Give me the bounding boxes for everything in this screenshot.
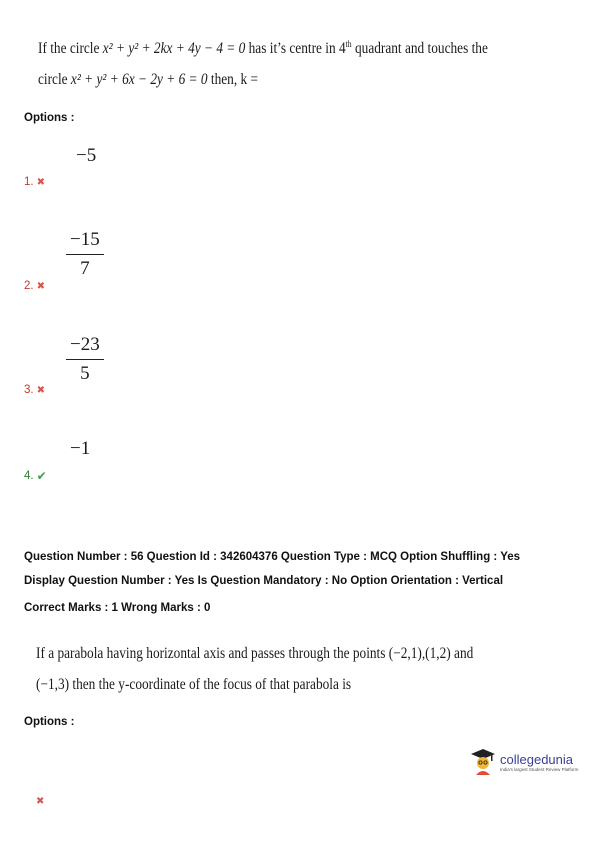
option-2-fraction	[66, 229, 104, 280]
cross-icon: ✖	[36, 796, 45, 807]
option-1-value: −5	[76, 145, 97, 166]
option-2-denominator: 7	[80, 258, 90, 279]
option-2-marker[interactable]	[24, 280, 45, 292]
q1-line1-prefix: If the circle	[38, 40, 103, 57]
question-2-line-1	[36, 638, 473, 669]
metadata-line-3: Correct Marks : 1 Wrong Marks : 0	[24, 602, 211, 614]
logo-tagline: India's largest Student Review Platform	[500, 766, 579, 772]
cross-icon: ✖	[36, 280, 45, 292]
q1-line2-prefix: circle	[38, 71, 71, 88]
option-4-value: −1	[70, 438, 91, 459]
option-3-marker[interactable]	[24, 384, 45, 396]
option-1-number: 1.	[24, 176, 34, 188]
option-3-fraction	[66, 334, 104, 385]
option-4-number: 4.	[24, 470, 34, 482]
options-label-2: Options :	[24, 716, 75, 728]
question-2-text	[36, 638, 473, 700]
question-1-line-1	[38, 33, 488, 64]
option-next-marker[interactable]	[36, 796, 44, 807]
option-3-numerator: −23	[66, 334, 104, 360]
q2-point-3: (−1,3)	[36, 676, 70, 693]
options-label: Options :	[24, 112, 75, 124]
option-3-value	[66, 334, 104, 385]
graduate-icon	[470, 748, 496, 776]
q1-line1-suffix: quadrant and touches the	[351, 40, 488, 57]
metadata-line-1: Question Number : 56 Question Id : 342604376 Question Type : MCQ Option Shuffling : Yes	[24, 551, 521, 563]
q2-line2-suffix: then the y-coordinate of the focus of that parabola is	[69, 676, 352, 693]
q2-line1-prefix: If a parabola having horizontal axis and passes through the points	[36, 645, 389, 662]
collegedunia-logo	[470, 748, 578, 776]
option-2-numerator: −15	[66, 229, 104, 255]
q2-points: (−2,1),(1,2)	[388, 645, 451, 662]
q1-equation-1: x² + y² + 2kx + 4y − 4 = 0	[102, 40, 246, 57]
cross-icon: ✖	[36, 384, 45, 396]
metadata-line-2: Display Question Number : Yes Is Question Mandatory : No Option Orientation : Vertical	[24, 575, 504, 587]
option-1-marker[interactable]	[24, 176, 45, 188]
option-3-number: 3.	[24, 384, 34, 396]
logo-text	[500, 753, 578, 772]
check-icon: ✔	[36, 469, 47, 483]
option-2-value	[66, 229, 104, 280]
option-2-number: 2.	[24, 280, 34, 292]
option-3-denominator: 5	[80, 363, 90, 384]
q1-equation-2: x² + y² + 6x − 2y + 6 = 0	[70, 71, 208, 88]
question-2-line-2	[36, 669, 473, 700]
question-1-line-2	[38, 64, 488, 95]
question-1-text	[38, 33, 488, 95]
option-4-marker[interactable]	[24, 469, 47, 483]
q1-line2-suffix: then, k =	[207, 71, 259, 88]
question-metadata	[24, 545, 520, 620]
q1-ordinal-sup: th	[345, 39, 352, 49]
cross-icon: ✖	[36, 176, 45, 188]
q1-line1-middle: has it’s centre in 4	[245, 40, 346, 57]
q2-line1-suffix: and	[450, 645, 474, 662]
logo-name: collegedunia	[500, 751, 574, 767]
